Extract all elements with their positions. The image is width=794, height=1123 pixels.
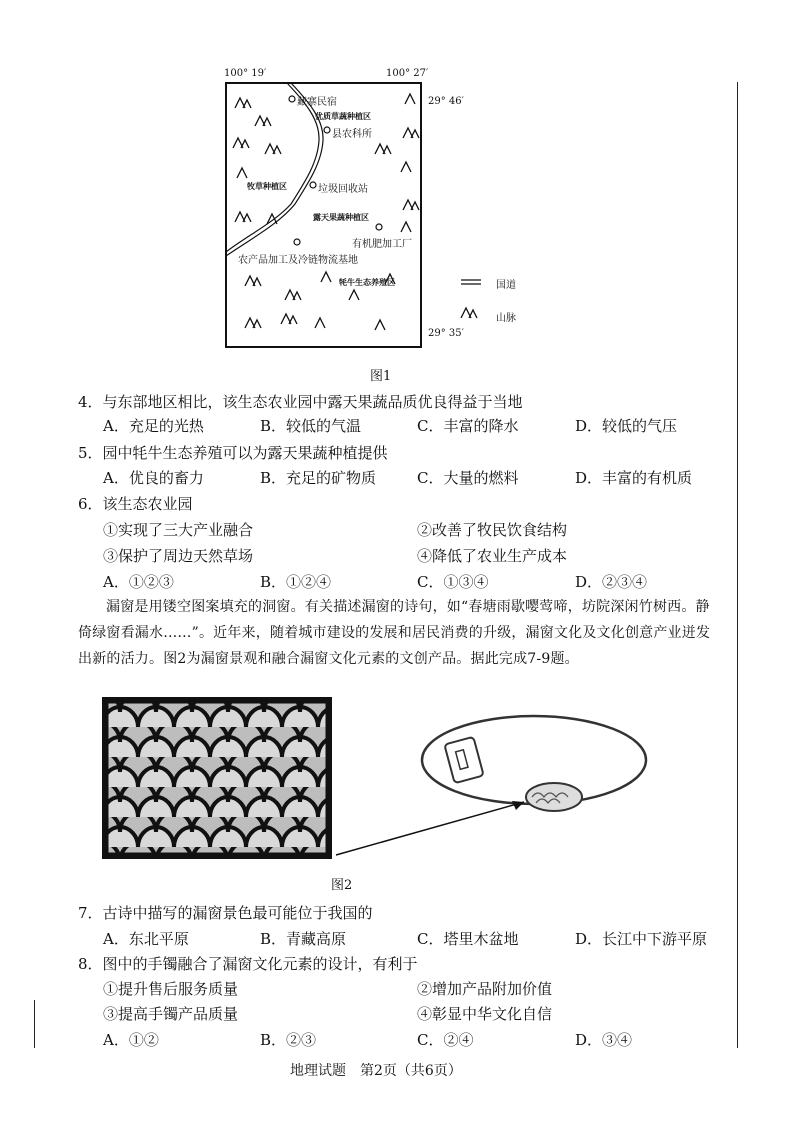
q6-option-b: B．①②④ — [260, 573, 332, 591]
map-lat-bottom: 29° 35′ — [428, 328, 464, 339]
map-lon-left: 100° 19′ — [224, 68, 267, 79]
map-legend — [461, 280, 481, 318]
legend-mountain-label: 山脉 — [496, 313, 516, 324]
point-nongchanpin — [294, 239, 300, 245]
map-label-nongchanpin: 农产品加工及冷链物流基地 — [238, 255, 358, 266]
q4-option-a: A．充足的光热 — [103, 417, 204, 435]
map-label-mucao: 牧草种植区 — [247, 181, 287, 191]
q4-option-b: B．较低的气温 — [260, 417, 362, 435]
q8-statement-4: ④彰显中华文化自信 — [417, 1005, 553, 1023]
page-footer: 地理试题 第2页（共6页） — [290, 1063, 462, 1079]
passage-7-9: 漏窗是用镂空图案填充的洞窗。有关描述漏窗的诗句，如“春塘雨歇嘤莺啼，坊院深闲竹树西。静倚绿窗看漏水……”。近年来，随着城市建设的发展和居民消费的升级，漏窗文化及文化创意产业迸发出新的活力。图2为漏窗景观和融合漏窗文化元素的文创产品。据此完成7-9题。 — [78, 599, 711, 667]
q8-statement-3: ③提高手镯产品质量 — [103, 1005, 239, 1023]
bracelet-charm — [526, 783, 582, 811]
map-label-nongkesuo: 县农科所 — [332, 129, 372, 140]
q5-option-c: C．大量的燃料 — [417, 469, 519, 487]
q8-option-a: A．①② — [103, 1031, 159, 1049]
q6-statement-2: ②改善了牧民饮食结构 — [417, 521, 568, 539]
q5-option-a: A．优良的畜力 — [103, 469, 204, 487]
figure2-caption: 图2 — [331, 878, 353, 893]
q8-statement-1: ①提升售后服务质量 — [103, 980, 239, 998]
q4-stem: 4．与东部地区相比，该生态农业园中露天果蔬品质优良得益于当地 — [78, 393, 523, 411]
map-label-zangzhai: 藏寨民宿 — [297, 97, 337, 108]
q6-option-c: C．①③④ — [417, 573, 489, 591]
q6-stem: 6．该生态农业园 — [78, 495, 193, 513]
q8-option-d: D．③④ — [575, 1031, 633, 1049]
q6-statement-4: ④降低了农业生产成本 — [417, 547, 568, 565]
bracelet-clasp — [444, 737, 483, 783]
legend-mountain-symbol — [461, 308, 477, 318]
legend-road-label: 国道 — [496, 280, 516, 291]
q7-option-c: C．塔里木盆地 — [417, 930, 519, 948]
q6-option-d: D．②③④ — [575, 573, 648, 591]
q6-statement-1: ①实现了三大产业融合 — [103, 521, 254, 539]
map-label-lutian: 露天果蔬种植区 — [313, 212, 369, 222]
q8-stem: 8．图中的手镯融合了漏窗文化元素的设计，有利于 — [78, 955, 418, 973]
q5-option-d: D．丰富的有机质 — [575, 469, 693, 487]
map-label-laji: 垃圾回收站 — [318, 184, 368, 195]
point-youjifei — [376, 224, 382, 230]
q7-option-d: D．长江中下游平原 — [575, 930, 708, 948]
q8-option-c: C．②④ — [417, 1031, 474, 1049]
figure1-caption: 图1 — [370, 369, 392, 384]
map-label-youpin: 优质草蔬种植区 — [315, 111, 371, 121]
bracelet-illustration — [334, 700, 664, 860]
q7-stem: 7．古诗中描写的漏窗景色最可能位于我国的 — [78, 904, 373, 922]
point-zangzhai — [289, 96, 295, 102]
q4-option-d: D．较低的气压 — [575, 417, 678, 435]
point-laji — [310, 182, 316, 188]
map-lon-right: 100° 27′ — [386, 68, 429, 79]
point-nongkesuo — [324, 127, 330, 133]
q5-option-b: B．充足的矿物质 — [260, 469, 377, 487]
left-margin-mark — [34, 1000, 35, 1048]
map-lat-top: 29° 46′ — [428, 96, 464, 107]
q8-option-b: B．②③ — [260, 1031, 317, 1049]
q7-option-b: B．青藏高原 — [260, 930, 347, 948]
map-label-maoniu: 牦牛生态养殖区 — [339, 277, 395, 287]
photo-background — [102, 697, 332, 859]
right-margin-line — [737, 82, 738, 1048]
map-label-youjifei: 有机肥加工厂 — [352, 239, 412, 250]
q8-statement-2: ②增加产品附加价值 — [417, 980, 553, 998]
q7-option-a: A．东北平原 — [103, 930, 189, 948]
q5-stem: 5．园中牦牛生态养殖可以为露天果蔬种植提供 — [78, 444, 388, 462]
pointer-arrow-line — [336, 802, 524, 855]
q4-option-c: C．丰富的降水 — [417, 417, 519, 435]
leaky-window-photo — [102, 697, 332, 859]
q6-option-a: A．①②③ — [103, 573, 174, 591]
q6-statement-3: ③保护了周边天然草场 — [103, 547, 254, 565]
